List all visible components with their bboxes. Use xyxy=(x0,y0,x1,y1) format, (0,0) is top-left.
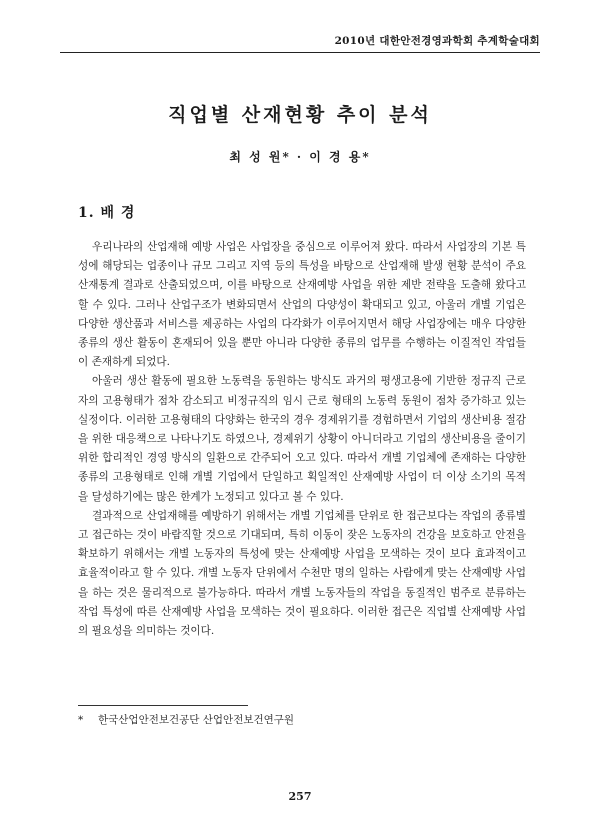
footnote-mark: * xyxy=(78,714,84,726)
footnote-text: 한국산업안전보건공단 산업안전보건연구원 xyxy=(98,714,295,726)
header-rule xyxy=(60,52,540,53)
section-heading: 1. 배 경 xyxy=(78,205,136,221)
author-list: 최 성 원* · 이 경 용* xyxy=(229,150,371,164)
paragraph-1: 우리나라의 산업재해 예방 사업은 사업장을 중심으로 이루어져 왔다. 따라서 사업장의 기본 특성에 해당되는 업종이나 규모 그리고 지역 등의 특성을 바탕으로 산업재해 발생 현황 분석이 주요 산재통계 결과로 산출되었으며, 이를 바탕으로 산재예방 사업을 위한 제반 전략을 도출해 왔다고 할 수 있다. 그러나 산업구조가 변화되면서 산업의 다양성이 확대되고 있고, 아울러 개별 기업은 다양한 생산품과 서비스를 제공하는 사업의 다각화가 이루어지면서 해당 사업장에는 매우 다양한 종류의 생산 활동이 혼재되어 있을 뿐만 아니라 다양한 종류의 업무를 수행하는 이질적인 작업들이 존재하게 되었다. xyxy=(78,241,526,369)
paragraph-2: 아울러 생산 활동에 필요한 노동력을 동원하는 방식도 과거의 평생고용에 기반한 정규직 근로자의 고용형태가 점차 감소되고 비정규직의 임시 근로 형태의 노동력 동원이 점차 증가하고 있는 실정이다. 이러한 고용형태의 다양화는 한국의 경우 경제위기를 경험하면서 기업의 생산비용 절감을 위한 대응책으로 나타나기도 하였으나, 경제위기 상황이 아니더라고 기업의 생산비용을 줄이기 위한 합리적인 경영 방식의 일환으로 간주되어 오고 있다. 따라서 개별 기업체에 존재하는 다양한 종류의 고용형태로 인해 개별 기업에서 단일하고 획일적인 산재예방 사업이 더 이상 소기의 목적을 달성하기에는 많은 한계가 노정되고 있다고 볼 수 있다. xyxy=(78,375,526,503)
body-text xyxy=(78,238,526,641)
paper-title: 직업별 산재현황 추이 분석 xyxy=(168,104,432,126)
footnote xyxy=(78,712,294,727)
page-number: 257 xyxy=(288,790,312,803)
paragraph-3: 결과적으로 산업재해를 예방하기 위해서는 개별 기업체를 단위로 한 접근보다는 작업의 종류별고 접근하는 것이 바람직할 것으로 기대되며, 특히 이동이 잦은 노동자의 건강을 보호하고 안전을 확보하기 위해서는 개별 노동자의 특성에 맞는 산재예방 사업을 모색하는 것이 보다 효과적이고 효율적이라고 할 수 있다. 개별 노동자 단위에서 수천만 명의 일하는 사람에게 맞는 산재예방 사업을 하는 것은 물리적으로 불가능하다. 따라서 개별 노동자들의 작업을 동질적인 범주로 분류하는 작업 특성에 따른 산재예방 사업을 모색하는 것이 필요하다. 이러한 접근은 직업별 산재예방 사업의 필요성을 의미하는 것이다. xyxy=(78,509,526,638)
running-head: 2010년 대한안전경영과학회 추계학술대회 xyxy=(334,35,540,47)
footnote-rule xyxy=(78,705,248,706)
